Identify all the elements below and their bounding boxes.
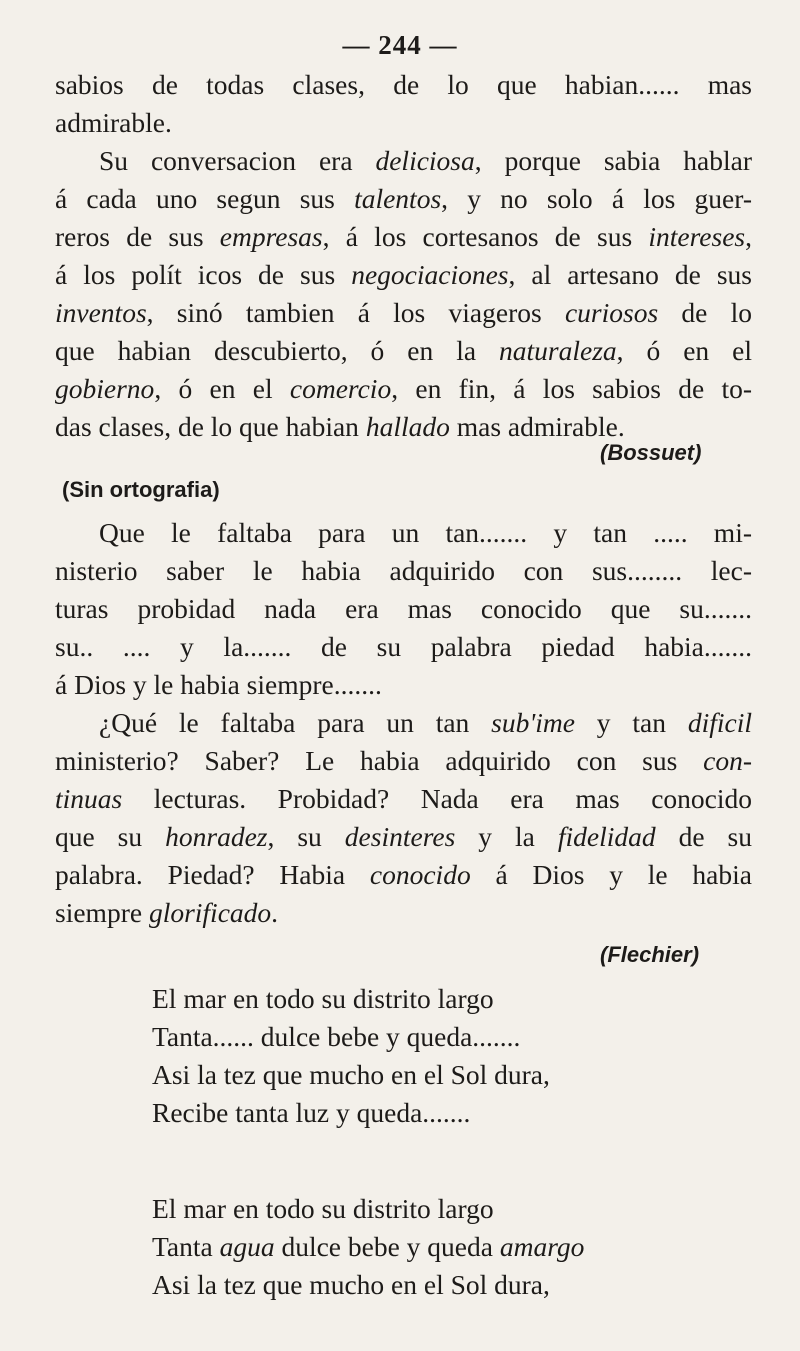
text-line: gobierno, ó en el comercio, en fin, á los sabios de to- — [55, 373, 752, 404]
text-line: inventos, sinó tambien á los viageros curiosos de lo — [55, 297, 752, 328]
text-line: das clases, de lo que habian hallado mas admirable. — [55, 411, 625, 442]
text-line: á los polít icos de sus negociaciones, al artesano de sus — [55, 259, 752, 290]
verse-line: Asi la tez que mucho en el Sol dura, — [152, 1269, 550, 1300]
verse-line: El mar en todo su distrito largo — [152, 1193, 494, 1224]
text-line: que habian descubierto, ó en la naturaleza, ó en el — [55, 335, 752, 366]
text-line: palabra. Piedad? Habia conocido á Dios y le habia — [55, 859, 752, 890]
text-line: Que le faltaba para un tan....... y tan ..... mi- — [99, 517, 752, 548]
paragraph-corrected — [55, 704, 752, 932]
text-line: sabios de todas clases, de lo que habian...... mas — [55, 69, 752, 100]
paragraph-continuation — [55, 66, 752, 142]
verse-corrected — [152, 1190, 584, 1304]
verse-line: El mar en todo su distrito largo — [152, 983, 494, 1014]
text-line: que su honradez, su desinteres y la fidelidad de su — [55, 821, 752, 852]
verse-line: Tanta...... dulce bebe y queda....... — [152, 1021, 521, 1052]
text-line: Su conversacion era deliciosa, porque sabia hablar — [99, 145, 752, 176]
page-number: — 244 — — [342, 30, 458, 60]
text-line: siempre glorificado. — [55, 897, 279, 928]
section-label: (Sin ortografia) — [62, 477, 220, 502]
verse-line: Tanta agua dulce bebe y queda amargo — [152, 1231, 585, 1262]
text-line: á Dios y le habia siempre....... — [55, 669, 382, 700]
text-line: reros de sus empresas, á los cortesanos de sus intereses, — [55, 221, 752, 252]
attribution-flechier: (Flechier) — [600, 942, 700, 967]
verse-uncorrected — [152, 980, 550, 1132]
text-line: ministerio? Saber? Le habia adquirido con sus con- — [55, 745, 752, 776]
text-line: nisterio saber le habia adquirido con sus........ lec- — [55, 555, 752, 586]
text-line: á cada uno segun sus talentos, y no solo á los guer- — [55, 183, 752, 214]
text-line: su.. .... y la....... de su palabra piedad habia....... — [55, 631, 752, 662]
paragraph-bossuet — [55, 142, 752, 446]
text-line: admirable. — [55, 107, 172, 138]
paragraph-sin-ortografia — [55, 514, 752, 704]
text-line: tinuas lecturas. Probidad? Nada era mas conocido — [55, 783, 752, 814]
verse-line: Asi la tez que mucho en el Sol dura, — [152, 1059, 550, 1090]
verse-line: Recibe tanta luz y queda....... — [152, 1097, 471, 1128]
text-line: ¿Qué le faltaba para un tan sub'ime y tan dificil — [99, 707, 752, 738]
attribution-bossuet: (Bossuet) — [600, 440, 702, 465]
text-line: turas probidad nada era mas conocido que su....... — [55, 593, 752, 624]
